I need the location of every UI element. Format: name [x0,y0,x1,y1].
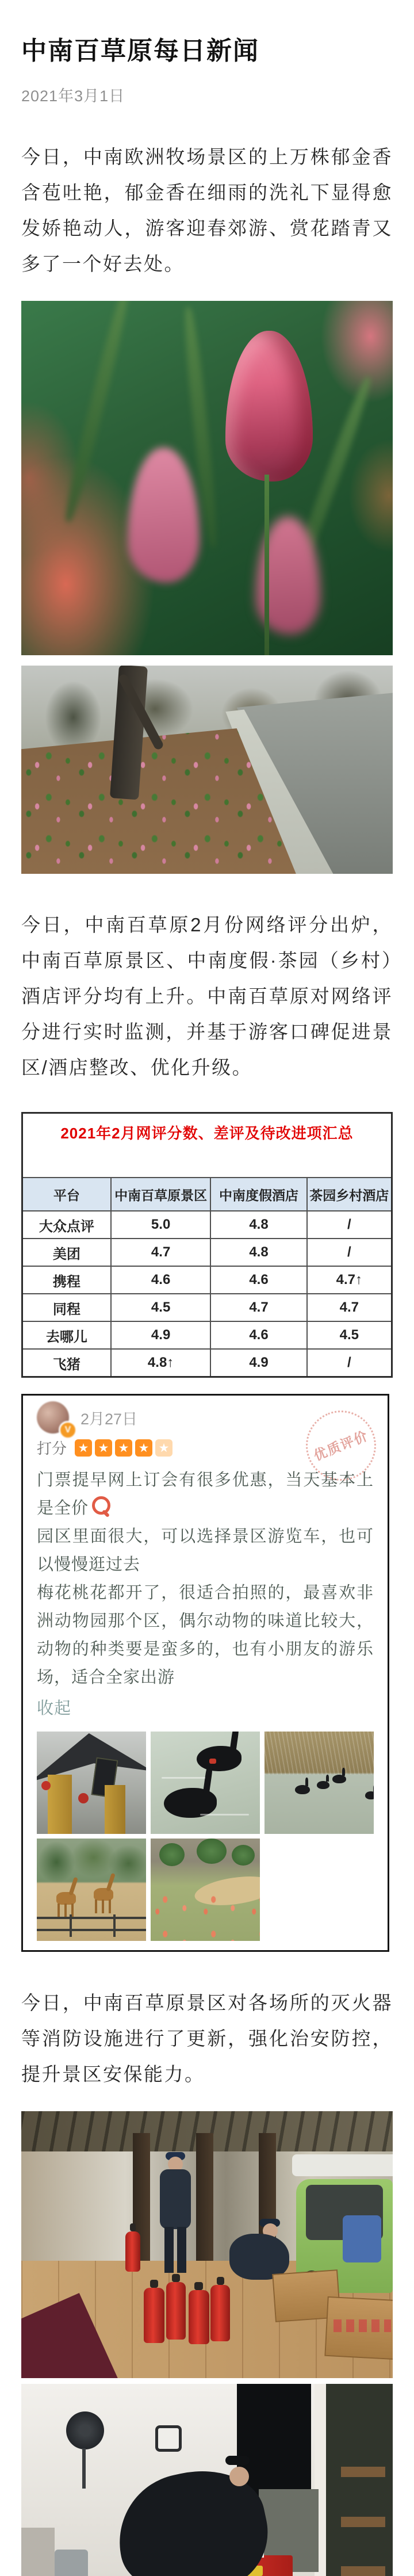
cell-platform: 大众点评 [22,1211,111,1239]
page-title: 中南百草原每日新闻 [21,37,259,65]
review-photo-grid [37,1732,374,1941]
doorway-shape [326,2384,393,2576]
col-resort: 中南度假酒店 [210,1178,306,1211]
cap-shape [225,2456,250,2465]
star-filled-icon: ★ [135,1439,152,1457]
cell-score: 4.6 [210,1321,306,1349]
head-shape [229,2467,249,2486]
table-row [22,1266,392,1294]
roadside-tulip-bed-photo[interactable] [21,666,393,874]
uniform-shape [160,2169,191,2229]
verified-badge-icon: V [59,1421,77,1439]
flamingo-pond-photo [151,1839,260,1941]
wall-fan-shape [66,2411,104,2449]
cell-score: 4.6 [210,1266,306,1294]
score-label: 打分 [37,1440,67,1458]
cabinet-shape [21,2528,55,2576]
cell-score: 4.9 [210,1349,306,1377]
paragraph-rating-news: 今日，中南百草原2月份网络评分出炉，中南百草原景区、中南度假·茶园（乡村）酒店评分均有上升。中南百草原对网络评分进行实时监测，并基于游客口碑促进景区/酒店整改、优化升级。 [21,914,393,1079]
cell-score: 4.5 [307,1321,392,1349]
palm-shape [159,1843,185,1866]
cell-score: 4.7 [210,1294,306,1321]
cell-score: / [307,1239,392,1266]
table-row [22,1239,392,1266]
shelf-shape [341,2467,386,2477]
swan-shape [197,1746,241,1771]
shelf-shape [341,2517,386,2527]
fence-post-shape [113,1914,116,1937]
flamingo-dots-shape [151,1886,260,1941]
tulip-closeup-photo[interactable] [21,301,393,655]
leaf-shape [62,301,133,523]
box-print-shape [334,2319,391,2332]
fire-extinguisher-shape [125,2231,140,2272]
legs-shape [164,2227,186,2273]
ripple-shape [200,1814,250,1816]
tulip-blurred-shape [128,448,200,583]
straw-pillar-shape [105,1785,125,1834]
giraffes-photo [37,1839,146,1941]
lantern-shape [41,1781,51,1790]
star-row [75,1439,175,1457]
cell-platform: 同程 [22,1294,111,1321]
col-platform: 平台 [22,1178,111,1211]
cell-score: 4.8 [210,1239,306,1266]
swan-pond-photo [264,1732,374,1834]
tulip-main-shape [225,331,313,481]
review-text [37,1466,374,1692]
cell-platform: 携程 [22,1266,111,1294]
fire-extinguisher-shape [210,2285,230,2341]
fire-extinguisher-shape [166,2282,186,2340]
review-line: 梅花桃花都开了，很适合拍照的，最喜欢非洲动物园那个区，偶尔动物的味道比较大，动物的种类要是蛮多的，也有小朋友的游乐场，适合全家出游 [37,1584,374,1687]
table-row [22,1294,392,1321]
table-row [22,1211,392,1239]
rating-table-title: 2021年2月网评分数、差评及待改进项汇总 [22,1113,392,1178]
cell-platform: 去哪儿 [22,1321,111,1349]
star-filled-icon: ★ [75,1439,92,1457]
extinguisher-install-photo[interactable] [21,2384,393,2576]
cell-score: 4.9 [111,1321,211,1349]
fire-extinguisher-shape [189,2290,209,2344]
entrance-photo [37,1732,146,1834]
ripple-shape [162,1777,205,1779]
wall-clock-shape [155,2425,182,2452]
extinguisher-check-photo[interactable] [21,2111,393,2378]
swan-shape [295,1785,310,1794]
col-teahouse: 茶园乡村酒店 [307,1178,392,1211]
cell-score: / [307,1211,392,1239]
cell-score-highlight: 4.8↑ [111,1349,211,1377]
paragraph-fire-safety-news: 今日，中南百草原景区对各场所的灭火器等消防设施进行了更新，强化治安防控，提升景区安保能力。 [21,1992,393,2085]
cell-score: 4.8 [210,1211,306,1239]
trees-shape [37,1839,146,1883]
avatar [37,1401,69,1434]
col-scenic: 中南百草原景区 [111,1178,211,1211]
star-filled-icon: ★ [95,1439,112,1457]
review-line: 园区里面很大，可以选择景区游览车，也可以慢慢逛过去 [37,1527,374,1574]
magnifier-icon [92,1496,110,1515]
rating-table-header-row [22,1178,392,1211]
swan-shape [317,1781,329,1789]
rating-table [21,1112,393,1378]
cell-score: 4.7 [111,1239,211,1266]
reeds-shape [264,1732,374,1775]
cart-seat-shape [343,2215,381,2262]
lantern-shape [78,1793,89,1803]
giraffe-shape [56,1892,76,1905]
cell-score: 4.6 [111,1266,211,1294]
straw-pillar-shape [48,1775,72,1834]
cell-platform: 飞猪 [22,1349,111,1377]
swan-shape [365,1791,374,1799]
quality-review-stamp: 优质评价 [296,1400,387,1492]
fire-extinguisher-shape [144,2288,164,2343]
article-date: 2021年3月1日 [21,87,125,105]
star-filled-icon: ★ [115,1439,132,1457]
collapse-link: 收起 [37,1699,72,1718]
cell-score: 4.5 [111,1294,211,1321]
cart-roof-shape [292,2154,393,2177]
shelf-shape [341,2566,386,2576]
cell-score: / [307,1349,392,1377]
table-row [22,1349,392,1377]
fence-post-shape [70,1914,72,1937]
palm-shape [197,1839,227,1864]
fence-shape [37,1929,146,1931]
palm-shape [232,1845,255,1866]
security-officer-shape [155,2157,195,2272]
fence-shape [37,1917,146,1919]
review-screenshot-card[interactable] [21,1394,389,1952]
paragraph-tulip-news: 今日，中南欧洲牧场景区的上万株郁金香含苞吐艳，郁金香在细雨的洗礼下显得愈发娇艳动人，游客迎春郊游、赏花踏青又多了一个好去处。 [21,146,393,275]
review-line: 门票提早网上订会有很多优惠，当天基本上是全价 [37,1471,374,1518]
review-date: 2月27日 [80,1410,138,1428]
cell-platform: 美团 [22,1239,111,1266]
swan-shape [332,1775,346,1783]
cell-score: 5.0 [111,1211,211,1239]
table-row [22,1321,392,1349]
black-swans-photo [151,1732,260,1834]
star-empty-icon: ★ [155,1439,172,1457]
sink-shape [55,2550,88,2576]
cell-score: 4.7 [307,1294,392,1321]
pillar-shape [196,2133,213,2283]
cell-score-highlight: 4.7↑ [307,1266,392,1294]
giraffe-shape [94,1888,113,1901]
